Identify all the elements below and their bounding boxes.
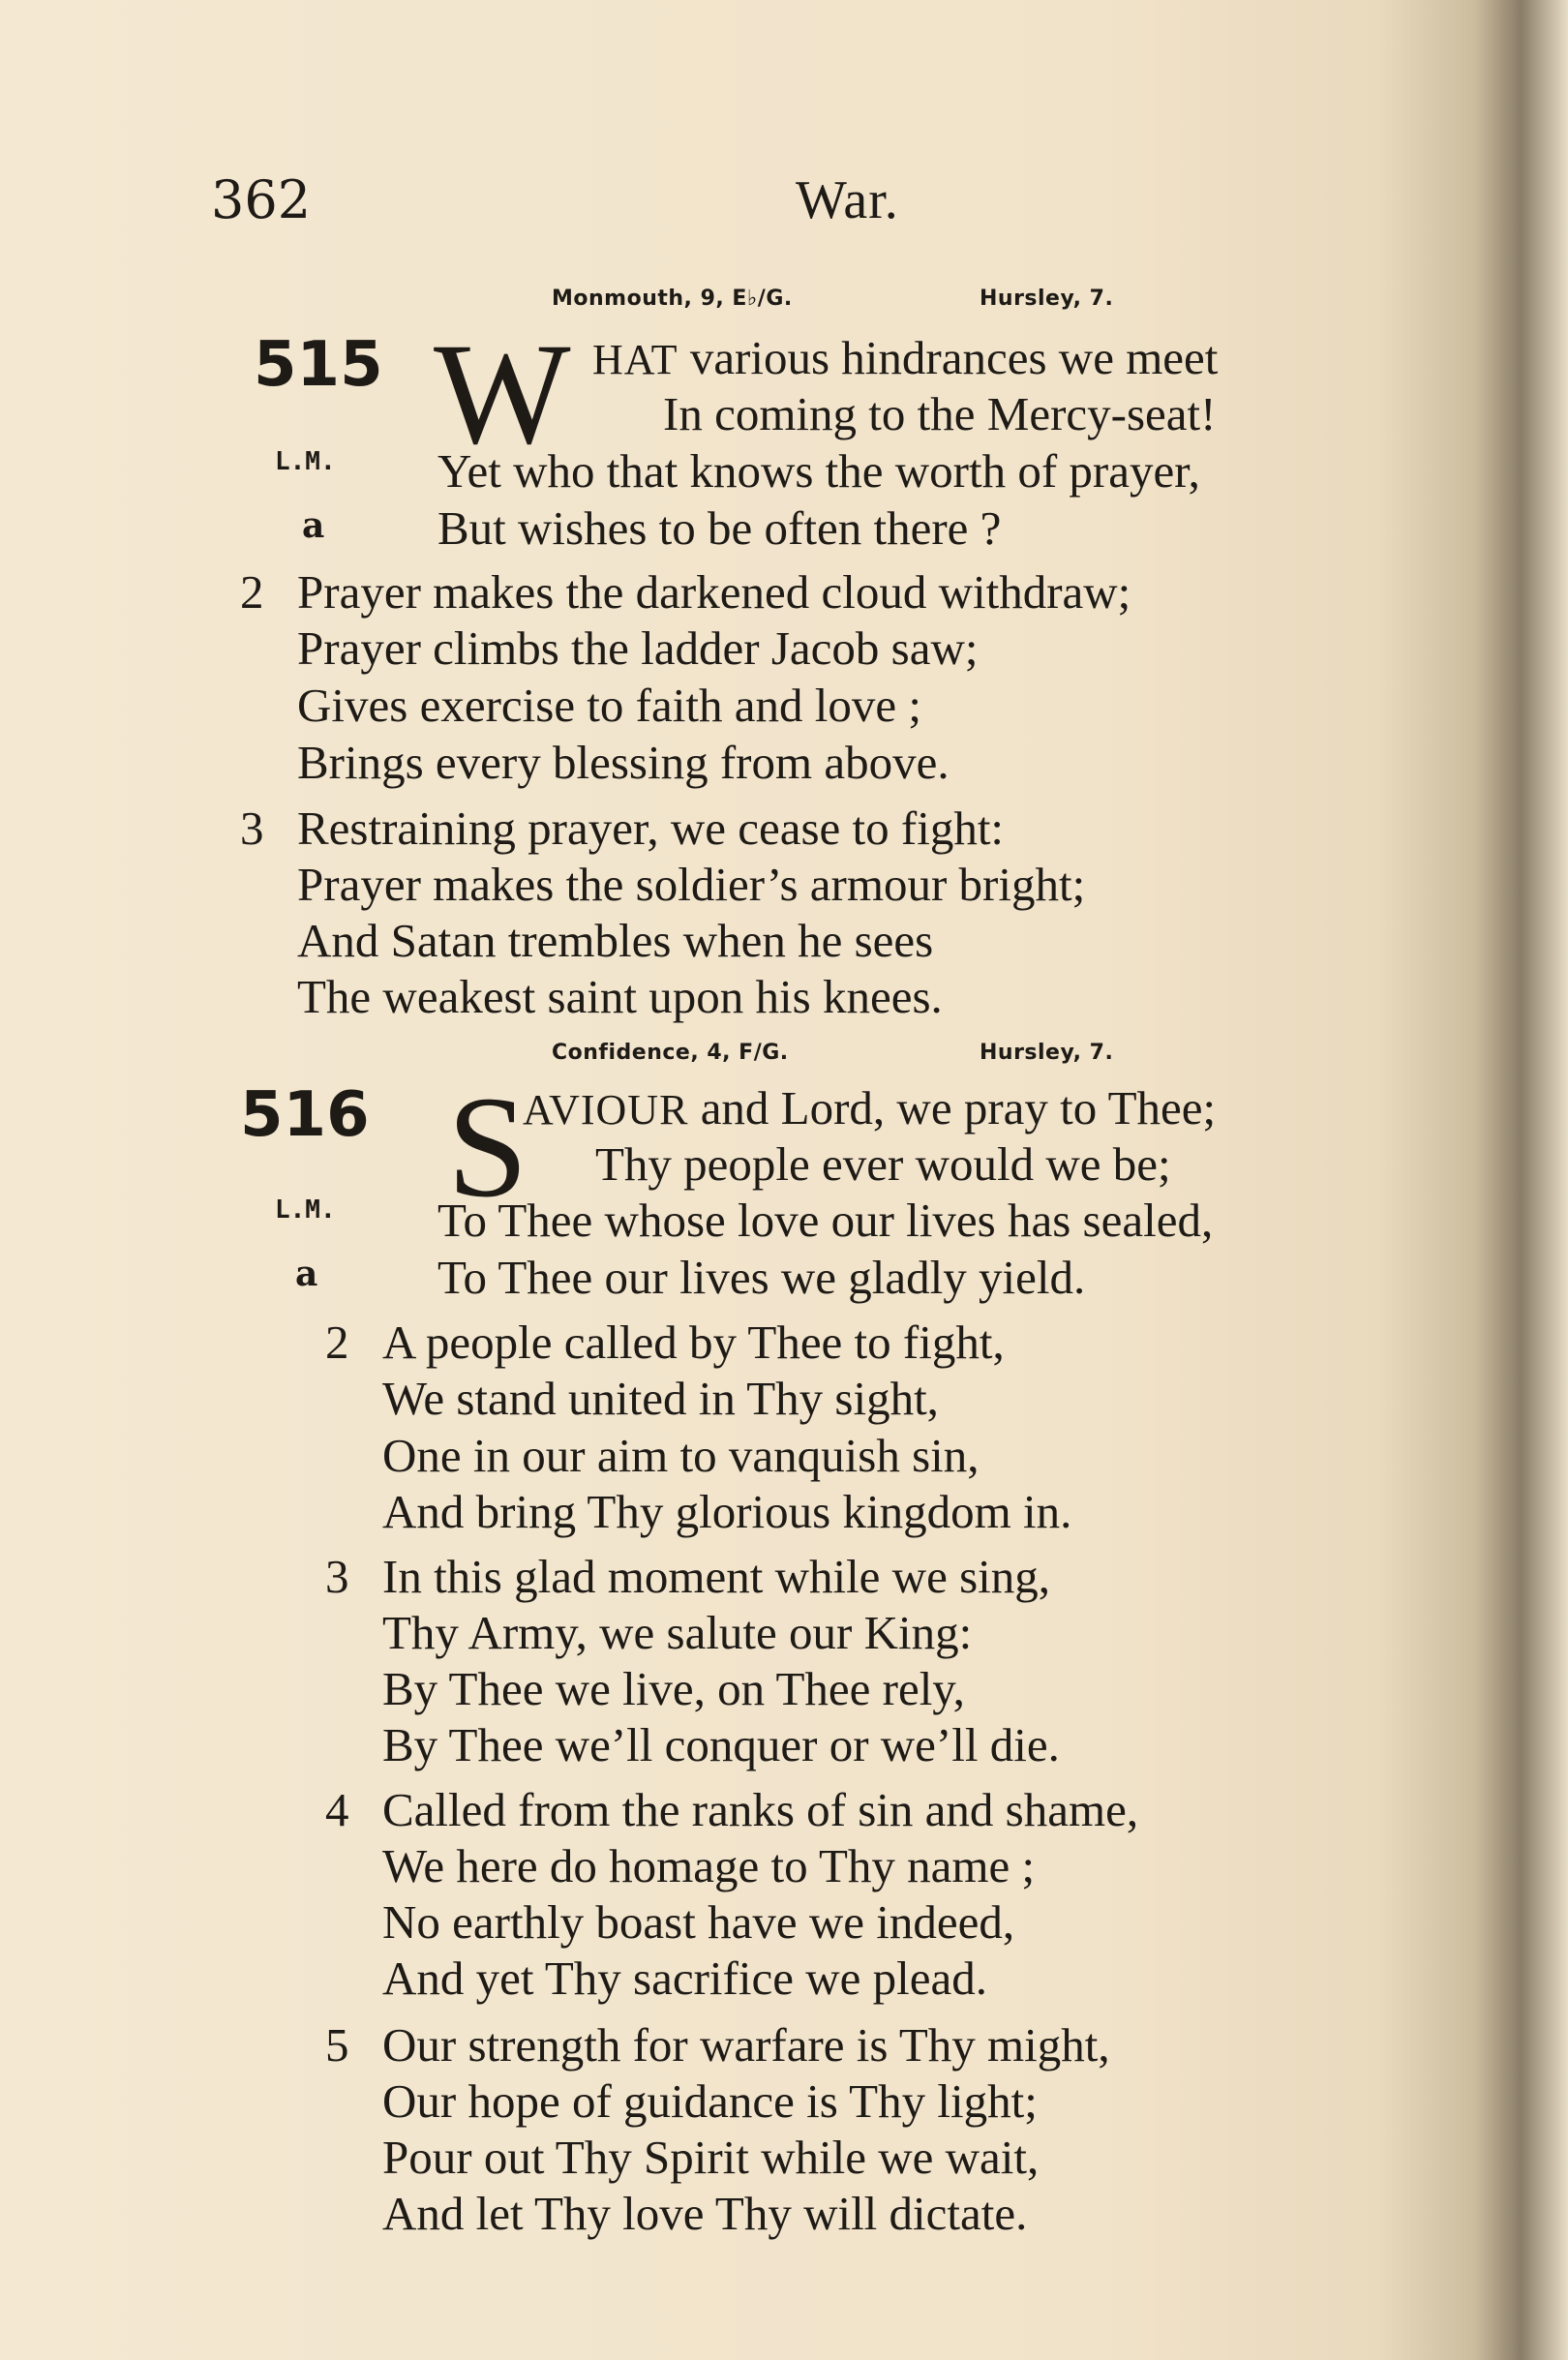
- verse-line: Prayer makes the darkened cloud withdraw;: [297, 565, 1131, 619]
- verse-line: By Thee we live, on Thee rely,: [382, 1662, 965, 1715]
- page-header: [0, 169, 1568, 247]
- verse-line: Brings every blessing from above.: [297, 736, 950, 789]
- drop-cap: S: [447, 1067, 528, 1227]
- running-title: War.: [796, 170, 899, 230]
- verse-line: By Thee we’ll conquer or we’ll die.: [382, 1718, 1060, 1771]
- tune-name-secondary: Hursley, 7.: [980, 1041, 1114, 1065]
- verse-line: Pour out Thy Spirit while we wait,: [382, 2131, 1040, 2184]
- verse-line: In coming to the Mercy-seat!: [663, 387, 1217, 440]
- hymn-key: a: [295, 1254, 318, 1294]
- verse-line: And bring Thy glorious kingdom in.: [382, 1485, 1072, 1538]
- tune-name-secondary: Hursley, 7.: [980, 287, 1114, 311]
- verse-line: AVIOUR and Lord, we pray to Thee;: [523, 1081, 1217, 1135]
- verse-line: And yet Thy sacrifice we plead.: [382, 1952, 987, 2005]
- hymn-number: 516: [240, 1079, 370, 1151]
- drop-cap: W: [434, 314, 571, 474]
- verse-line: Called from the ranks of sin and shame,: [382, 1783, 1139, 1836]
- verse-number: 2: [325, 1316, 349, 1369]
- verse-number: 4: [325, 1783, 349, 1836]
- verse-line: Prayer makes the soldier’s armour bright;: [297, 858, 1086, 911]
- verse-line: Our hope of guidance is Thy light;: [382, 2074, 1038, 2128]
- first-word-caps: AVIOUR: [523, 1086, 689, 1134]
- verse-line: Gives exercise to faith and love ;: [297, 679, 921, 732]
- first-word-caps: HAT: [592, 336, 678, 383]
- verse-line: But wishes to be often there ?: [437, 501, 1002, 555]
- verse-line: HAT various hindrances we meet: [592, 331, 1219, 384]
- hymn-meter: L.M.: [275, 1195, 336, 1225]
- verse-line: One in our aim to vanquish sin,: [382, 1429, 980, 1482]
- verse-number: 5: [325, 2018, 349, 2072]
- verse-number: 3: [325, 1550, 349, 1603]
- verse-line: To Thee our lives we gladly yield.: [437, 1251, 1086, 1304]
- verse-line: Yet who that knows the worth of prayer,: [437, 444, 1200, 498]
- verse-line: And Satan trembles when he sees: [297, 914, 934, 967]
- verse-line: A people called by Thee to fight,: [382, 1316, 1005, 1369]
- hymn-number: 515: [254, 329, 383, 401]
- verse-number: 3: [240, 802, 264, 855]
- verse-line: Restraining prayer, we cease to fight:: [297, 802, 1005, 855]
- verse-line: No earthly boast have we indeed,: [382, 1895, 1015, 1949]
- tune-name-primary: Monmouth, 9, E♭/G.: [552, 287, 793, 311]
- hymn-key: a: [302, 505, 325, 546]
- page-number: 362: [211, 169, 312, 230]
- verse-line: In this glad moment while we sing,: [382, 1550, 1050, 1603]
- verse-line: The weakest saint upon his knees.: [297, 970, 943, 1023]
- verse-line: To Thee whose love our lives has sealed,: [437, 1194, 1214, 1247]
- verse-line: Thy Army, we salute our King:: [382, 1606, 973, 1659]
- verse-line: We stand united in Thy sight,: [382, 1372, 939, 1425]
- tune-name-primary: Confidence, 4, F/G.: [552, 1041, 789, 1065]
- hymn-meter: L.M.: [275, 447, 336, 476]
- verse-number: 2: [240, 565, 264, 619]
- verse-line: Prayer climbs the ladder Jacob saw;: [297, 621, 979, 675]
- verse-line: And let Thy love Thy will dictate.: [382, 2187, 1028, 2240]
- verse-line: Our strength for warfare is Thy might,: [382, 2018, 1110, 2072]
- verse-line: Thy people ever would we be;: [595, 1137, 1171, 1191]
- verse-line: We here do homage to Thy name ;: [382, 1839, 1036, 1892]
